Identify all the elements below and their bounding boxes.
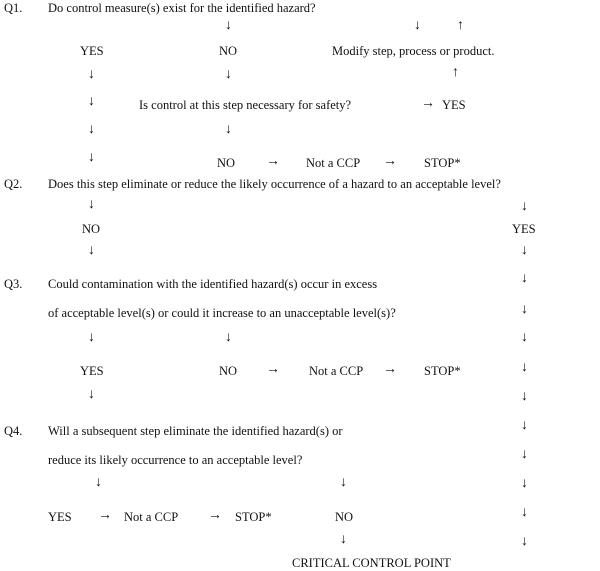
arrow-down-icon: ↓ [225, 122, 232, 137]
arrow-down-icon: ↓ [88, 197, 95, 212]
q3-no: NO [219, 364, 238, 378]
arrow-down-icon: ↓ [521, 199, 528, 214]
q1-sub-yes: YES [442, 98, 466, 112]
q2-yes: YES [512, 222, 536, 236]
arrow-down-icon: ↓ [521, 271, 528, 286]
arrow-right-icon: → [208, 508, 222, 523]
q3-yes: YES [80, 364, 104, 378]
arrow-down-icon: ↓ [88, 150, 95, 165]
q1-sub-no: NO [217, 156, 236, 170]
arrow-down-icon: ↓ [521, 330, 528, 345]
q4-stop: STOP* [235, 510, 272, 524]
arrow-down-icon: ↓ [521, 243, 528, 258]
q1-yes: YES [80, 44, 104, 58]
arrow-down-icon: ↓ [225, 18, 232, 33]
q1-not-ccp: Not a CCP [306, 156, 361, 170]
arrow-down-icon: ↓ [521, 302, 528, 317]
q3-label: Q3. [4, 277, 23, 291]
q2-label: Q2. [4, 177, 23, 191]
arrow-up-icon: ↑ [452, 65, 459, 80]
q2-question: Does this step eliminate or reduce the likely occurrence of a hazard to an acceptable level? [48, 177, 501, 191]
q3-not-ccp: Not a CCP [309, 364, 364, 378]
arrow-down-icon: ↓ [225, 330, 232, 345]
q3-question-line1: Could contamination with the identified hazard(s) occur in excess [48, 277, 378, 291]
arrow-down-icon: ↓ [521, 389, 528, 404]
arrow-down-icon: ↓ [88, 122, 95, 137]
q4-no: NO [335, 510, 354, 524]
q4-question-line2: reduce its likely occurrence to an acceptable level? [48, 453, 303, 467]
arrow-down-icon: ↓ [225, 67, 232, 82]
q1-label: Q1. [4, 1, 23, 15]
arrow-right-icon: → [266, 362, 280, 377]
arrow-right-icon: → [266, 154, 280, 169]
arrow-down-icon: ↓ [88, 94, 95, 109]
arrow-down-icon: ↓ [521, 476, 528, 491]
q3-stop: STOP* [424, 364, 461, 378]
arrow-down-icon: ↓ [88, 330, 95, 345]
arrow-down-icon: ↓ [88, 67, 95, 82]
q1-no: NO [219, 44, 238, 58]
arrow-down-icon: ↓ [95, 475, 102, 490]
arrow-down-icon: ↓ [521, 447, 528, 462]
arrow-down-icon: ↓ [521, 360, 528, 375]
q4-label: Q4. [4, 424, 23, 438]
arrow-down-icon: ↓ [521, 534, 528, 549]
q4-question-line1: Will a subsequent step eliminate the identified hazard(s) or [48, 424, 343, 438]
arrow-down-icon: ↓ [88, 243, 95, 258]
arrow-right-icon: → [383, 154, 397, 169]
q1-stop: STOP* [424, 156, 461, 170]
arrow-down-icon: ↓ [340, 475, 347, 490]
q2-no: NO [82, 222, 101, 236]
arrow-right-icon: → [98, 508, 112, 523]
arrow-up-icon: ↑ [457, 18, 464, 33]
arrow-down-icon: ↓ [88, 387, 95, 402]
arrow-down-icon: ↓ [521, 418, 528, 433]
arrow-down-icon: ↓ [340, 532, 347, 547]
q4-yes: YES [48, 510, 72, 524]
arrow-right-icon: → [383, 362, 397, 377]
q4-not-ccp: Not a CCP [124, 510, 179, 524]
q1-question: Do control measure(s) exist for the identified hazard? [48, 1, 316, 15]
arrow-right-icon: → [421, 96, 435, 111]
arrow-down-icon: ↓ [521, 505, 528, 520]
arrow-down-icon: ↓ [414, 18, 421, 33]
critical-control-point: CRITICAL CONTROL POINT [292, 556, 451, 570]
q1-sub-question: Is control at this step necessary for safety? [139, 98, 352, 112]
q1-modify-step: Modify step, process or product. [332, 44, 495, 58]
q3-question-line2: of acceptable level(s) or could it increase to an unacceptable level(s)? [48, 306, 396, 320]
